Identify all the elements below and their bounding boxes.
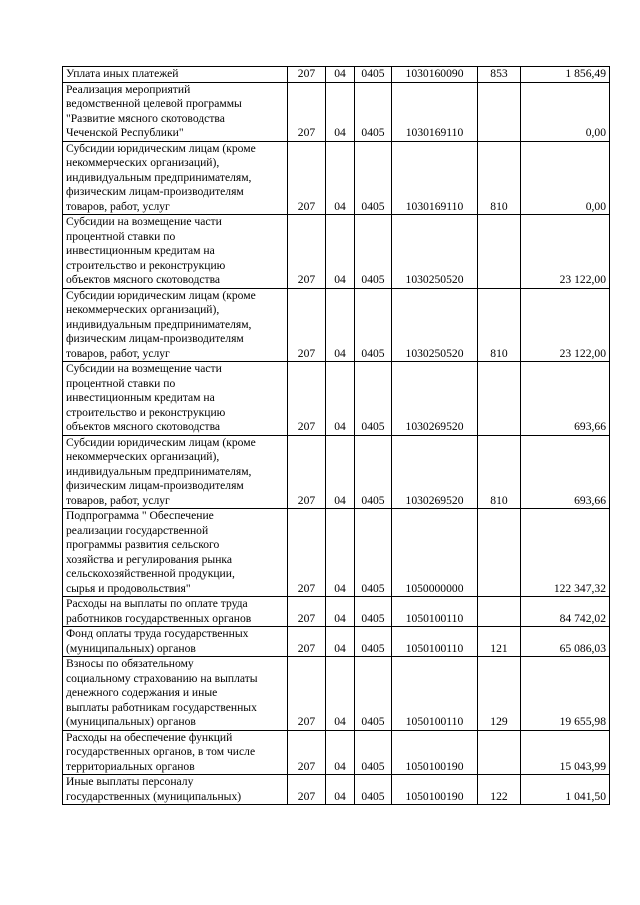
row-csr: 1030169110 [392, 141, 478, 215]
row-prz: 0405 [355, 215, 392, 289]
row-csr: 1030269520 [392, 362, 478, 436]
row-prz: 0405 [355, 435, 392, 509]
row-prz: 0405 [355, 597, 392, 627]
row-csr: 1050100190 [392, 730, 478, 775]
row-rz: 04 [326, 627, 355, 657]
row-prz: 0405 [355, 82, 392, 141]
row-csr: 1030269520 [392, 435, 478, 509]
table-row [63, 627, 610, 657]
row-name: Субсидии на возмещение части процентной ставки по инвестиционным кредитам на строительство и реконструкцию объектов мясного скотоводства [63, 215, 288, 289]
row-rz: 04 [326, 775, 355, 805]
row-name: Уплата иных платежей [63, 67, 288, 83]
row-prz: 0405 [355, 509, 392, 597]
row-rz: 04 [326, 435, 355, 509]
row-sum: 1 041,50 [521, 775, 610, 805]
row-name: Субсидии юридическим лицам (кроме некоммерческих организаций), индивидуальным предпринимателям, физическим лицам-производителям товаров, работ, услуг [63, 435, 288, 509]
row-vr: 121 [478, 627, 521, 657]
row-ved: 207 [288, 775, 326, 805]
table-row [63, 215, 610, 289]
row-sum: 19 655,98 [521, 657, 610, 731]
row-vr [478, 597, 521, 627]
row-ved: 207 [288, 509, 326, 597]
budget-table [62, 66, 610, 805]
row-sum: 15 043,99 [521, 730, 610, 775]
row-rz: 04 [326, 730, 355, 775]
row-rz: 04 [326, 82, 355, 141]
row-rz: 04 [326, 215, 355, 289]
row-vr: 810 [478, 435, 521, 509]
row-sum: 693,66 [521, 435, 610, 509]
row-vr [478, 82, 521, 141]
row-vr: 810 [478, 141, 521, 215]
row-ved: 207 [288, 141, 326, 215]
row-vr: 810 [478, 288, 521, 362]
row-ved: 207 [288, 435, 326, 509]
table-row [63, 509, 610, 597]
row-name: Иные выплаты персоналу государственных (муниципальных) [63, 775, 288, 805]
row-rz: 04 [326, 509, 355, 597]
row-name: Подпрограмма " Обеспечение реализации государственной программы развития сельского хозяйства и регулирования рынка сельскохозяйственной продукции, сырья и продовольствия" [63, 509, 288, 597]
row-vr [478, 509, 521, 597]
row-csr: 1030160090 [392, 67, 478, 83]
row-vr: 122 [478, 775, 521, 805]
row-ved: 207 [288, 597, 326, 627]
row-ved: 207 [288, 362, 326, 436]
row-prz: 0405 [355, 288, 392, 362]
row-csr: 1050100110 [392, 657, 478, 731]
table-row [63, 82, 610, 141]
row-sum: 23 122,00 [521, 215, 610, 289]
row-name: Реализация мероприятий ведомственной целевой программы "Развитие мясного скотоводства Чеченской Республики" [63, 82, 288, 141]
table-row [63, 288, 610, 362]
row-sum: 0,00 [521, 141, 610, 215]
row-vr [478, 730, 521, 775]
table-row [63, 362, 610, 436]
row-rz: 04 [326, 362, 355, 436]
row-csr: 1030250520 [392, 288, 478, 362]
row-prz: 0405 [355, 775, 392, 805]
table-row [63, 657, 610, 731]
row-name: Фонд оплаты труда государственных (муниципальных) органов [63, 627, 288, 657]
row-vr [478, 215, 521, 289]
row-ved: 207 [288, 82, 326, 141]
row-vr [478, 362, 521, 436]
row-csr: 1050100190 [392, 775, 478, 805]
row-ved: 207 [288, 730, 326, 775]
row-name: Взносы по обязательному социальному страхованию на выплаты денежного содержания и иные выплаты работникам государственных (муниципальных) органов [63, 657, 288, 731]
row-prz: 0405 [355, 730, 392, 775]
row-rz: 04 [326, 597, 355, 627]
row-csr: 1050100110 [392, 627, 478, 657]
table-row [63, 730, 610, 775]
row-sum: 23 122,00 [521, 288, 610, 362]
row-rz: 04 [326, 288, 355, 362]
row-name: Расходы на выплаты по оплате труда работников государственных органов [63, 597, 288, 627]
row-csr: 1050100110 [392, 597, 478, 627]
row-rz: 04 [326, 67, 355, 83]
row-sum: 65 086,03 [521, 627, 610, 657]
row-csr: 1030169110 [392, 82, 478, 141]
row-name: Субсидии юридическим лицам (кроме некоммерческих организаций), индивидуальным предпринимателям, физическим лицам-производителям товаров, работ, услуг [63, 288, 288, 362]
row-prz: 0405 [355, 141, 392, 215]
row-name: Расходы на обеспечение функций государственных органов, в том числе территориальных органов [63, 730, 288, 775]
row-prz: 0405 [355, 657, 392, 731]
row-vr: 853 [478, 67, 521, 83]
row-sum: 1 856,49 [521, 67, 610, 83]
row-prz: 0405 [355, 67, 392, 83]
row-sum: 0,00 [521, 82, 610, 141]
row-sum: 122 347,32 [521, 509, 610, 597]
row-prz: 0405 [355, 362, 392, 436]
row-csr: 1050000000 [392, 509, 478, 597]
row-vr: 129 [478, 657, 521, 731]
row-sum: 693,66 [521, 362, 610, 436]
row-ved: 207 [288, 67, 326, 83]
row-ved: 207 [288, 657, 326, 731]
row-prz: 0405 [355, 627, 392, 657]
row-name: Субсидии на возмещение части процентной ставки по инвестиционным кредитам на строительство и реконструкцию объектов мясного скотоводства [63, 362, 288, 436]
row-ved: 207 [288, 215, 326, 289]
table-row [63, 67, 610, 83]
table-row [63, 775, 610, 805]
row-ved: 207 [288, 627, 326, 657]
row-rz: 04 [326, 657, 355, 731]
row-ved: 207 [288, 288, 326, 362]
row-csr: 1030250520 [392, 215, 478, 289]
row-rz: 04 [326, 141, 355, 215]
row-name: Субсидии юридическим лицам (кроме некоммерческих организаций), индивидуальным предпринимателям, физическим лицам-производителям товаров, работ, услуг [63, 141, 288, 215]
table-row [63, 141, 610, 215]
row-sum: 84 742,02 [521, 597, 610, 627]
table-row [63, 435, 610, 509]
table-row [63, 597, 610, 627]
